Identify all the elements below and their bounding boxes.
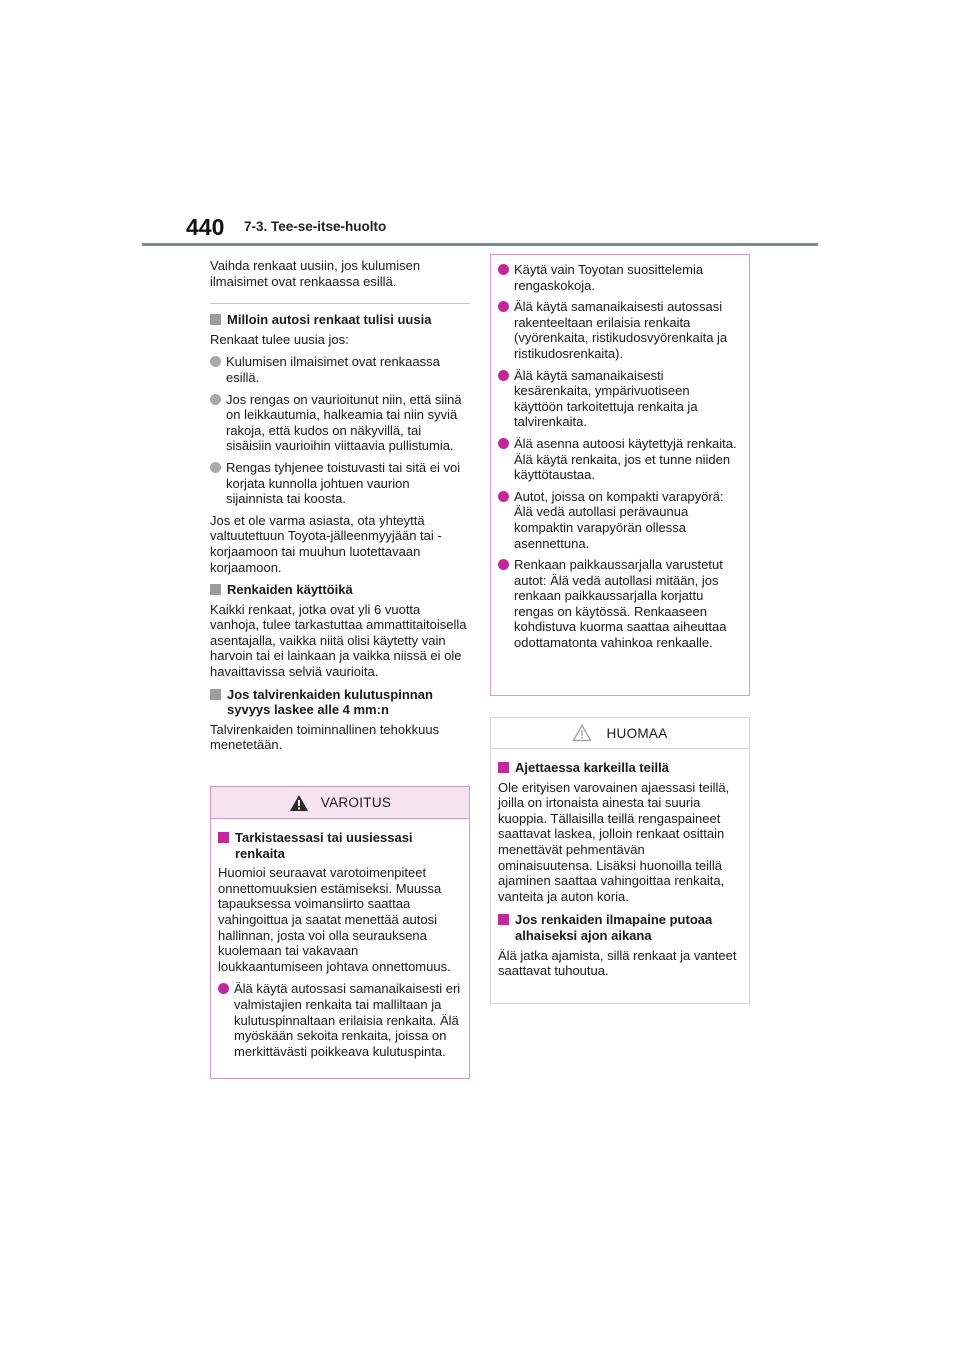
heading-pressure-drop: Jos renkaiden ilmapaine putoaa alhaiseksi ajon aikana (498, 912, 742, 943)
heading-tire-lifetime: Renkaiden käyttöikä (210, 582, 470, 598)
list-item: Älä käytä autossasi samanaikaisesti eri valmistajien renkaita tai malliltaan ja kulutuspinnaltaan erilaisia renkaita. Älä myöskään sekoita renkaita, joissa on merkittävästi poikkeava kulutuspinta. (218, 981, 462, 1059)
square-bullet-icon (210, 584, 221, 595)
square-bullet-icon (498, 762, 509, 773)
notice-header (491, 718, 749, 749)
warning-title: VAROITUS (320, 795, 392, 810)
square-bullet-icon (210, 314, 221, 325)
page-number: 440 (186, 214, 225, 240)
bullet-dot-icon (498, 559, 509, 570)
bullet-dot-icon (498, 264, 509, 275)
list-item: Älä käytä samanaikaisesti autossasi rakenteeltaan erilaisia renkaita (vyörenkaita, ristikudosvyörenkaita ja ristikudosrenkaita). (498, 299, 742, 361)
paragraph: Jos et ole varma asiasta, ota yhteyttä valtuutettuun Toyota-jälleenmyyjään tai -korjaamoon tai muuhun luotettavaan korjaamoon. (210, 512, 442, 575)
bullet-dot-icon (210, 394, 221, 405)
square-bullet-icon (218, 832, 229, 843)
bullet-dot-icon (218, 983, 229, 994)
warning-triangle-icon (289, 794, 309, 812)
warning-box (210, 786, 470, 1079)
heading-when-replace: Milloin autosi renkaat tulisi uusia (210, 312, 470, 328)
list-item: Jos rengas on vaurioitunut niin, että siinä on leikkautumia, halkeamia tai niin syviä rakoja, että kudos on näkyvillä, tai sisäisiin vaurioihin viittaavia pullistumia. (210, 392, 470, 454)
paragraph: Ole erityisen varovainen ajaessasi teillä, joilla on irtonaista ainesta tai suuria kuoppia. Tällaisilla teillä rengaspaineet saattavat laskea, jolloin renkaat osittain menettävät pehmentävän ominaisuutensa. Lisäksi huonoilla teillä ajaminen saattaa vahingoittaa renkaita, vanteita ja auton koria. (498, 779, 730, 904)
notice-box (490, 717, 750, 1004)
warning-header (211, 787, 469, 819)
divider (210, 303, 470, 304)
notice-title: HUOMAA (606, 725, 668, 741)
paragraph: Talvirenkaiden toiminnallinen tehokkuus menetetään. (210, 721, 440, 753)
heading-winter-tread: Jos talvirenkaiden kulutuspinnan syvyys laskee alle 4 mm:n (210, 687, 470, 718)
bullet-dot-icon (498, 438, 509, 449)
list-item: Käytä vain Toyotan suosittelemia rengaskokoja. (498, 262, 742, 293)
paragraph: Huomioi seuraavat varotoimenpiteet onnettomuuksien estämiseksi. Muussa tapauksessa voimansiirto saattaa vahingoittua ja saatat menettää autosi hallinnan, josta voi olla seurauksena kuolemaan tai vakavaan loukkaantumiseen johtava onnettomuus. (218, 865, 451, 974)
square-bullet-icon (498, 914, 509, 925)
bullet-dot-icon (210, 356, 221, 367)
heading-checking-tires: Tarkistaessasi tai uusiessasi renkaita (218, 830, 462, 861)
list-item: Rengas tyhjenee toistuvasti tai sitä ei voi korjata kunnolla johtuen vaurion sijainnista tai koosta. (210, 460, 470, 507)
list-item: Älä käytä samanaikaisesti kesärenkaita, ympärivuotiseen käyttöön tarkoitettuja renkaita ja talvirenkaita. (498, 368, 742, 430)
list-item: Älä asenna autoosi käytettyjä renkaita. Älä käytä renkaita, jos et tunne niiden käyttötaustaa. (498, 436, 742, 483)
heading-rough-roads: Ajettaessa karkeilla teillä (498, 760, 742, 776)
bullet-dot-icon (498, 491, 509, 502)
paragraph: Kaikki renkaat, jotka ovat yli 6 vuotta vanhoja, tulee tarkastuttaa ammattitaitoisella asentajalla, vaikka niitä olisi käytetty vain harvoin tai ei lainkaan ja vaikka niissä ei ole havaittavissa selviä vaurioita. (210, 601, 467, 680)
bullet-dot-icon (498, 370, 509, 381)
intro-paragraph: Vaihda renkaat uusiin, jos kulumisen ilmaisimet ovat renkaassa esillä. (210, 258, 421, 289)
list-item: Renkaan paikkaussarjalla varustetut autot: Älä vedä autollasi mitään, jos renkaan paikkaussarjalla korjattu rengas on käytössä. Renkaaseen kohdistuva kuorma saattaa aiheuttaa odottamatonta vahinkoa renkaalle. (498, 557, 742, 651)
section-title: 7-3. Tee-se-itse-huolto (244, 219, 387, 234)
header-rule (142, 243, 818, 246)
bullet-dot-icon (210, 462, 221, 473)
paragraph: Renkaat tulee uusia jos: (210, 331, 349, 347)
list-item: Autot, joissa on kompakti varapyörä: Älä vedä autollasi perävaunua kompaktin varapyörän ollessa asennettuna. (498, 489, 742, 551)
bullet-dot-icon (498, 301, 509, 312)
paragraph: Älä jatka ajamista, sillä renkaat ja vanteet saattavat tuhoutua. (498, 947, 737, 979)
warning-box-continued (490, 254, 750, 696)
left-column (210, 258, 470, 760)
square-bullet-icon (210, 689, 221, 700)
notice-triangle-icon (572, 724, 592, 742)
list-item: Kulumisen ilmaisimet ovat renkaassa esillä. (210, 354, 470, 385)
